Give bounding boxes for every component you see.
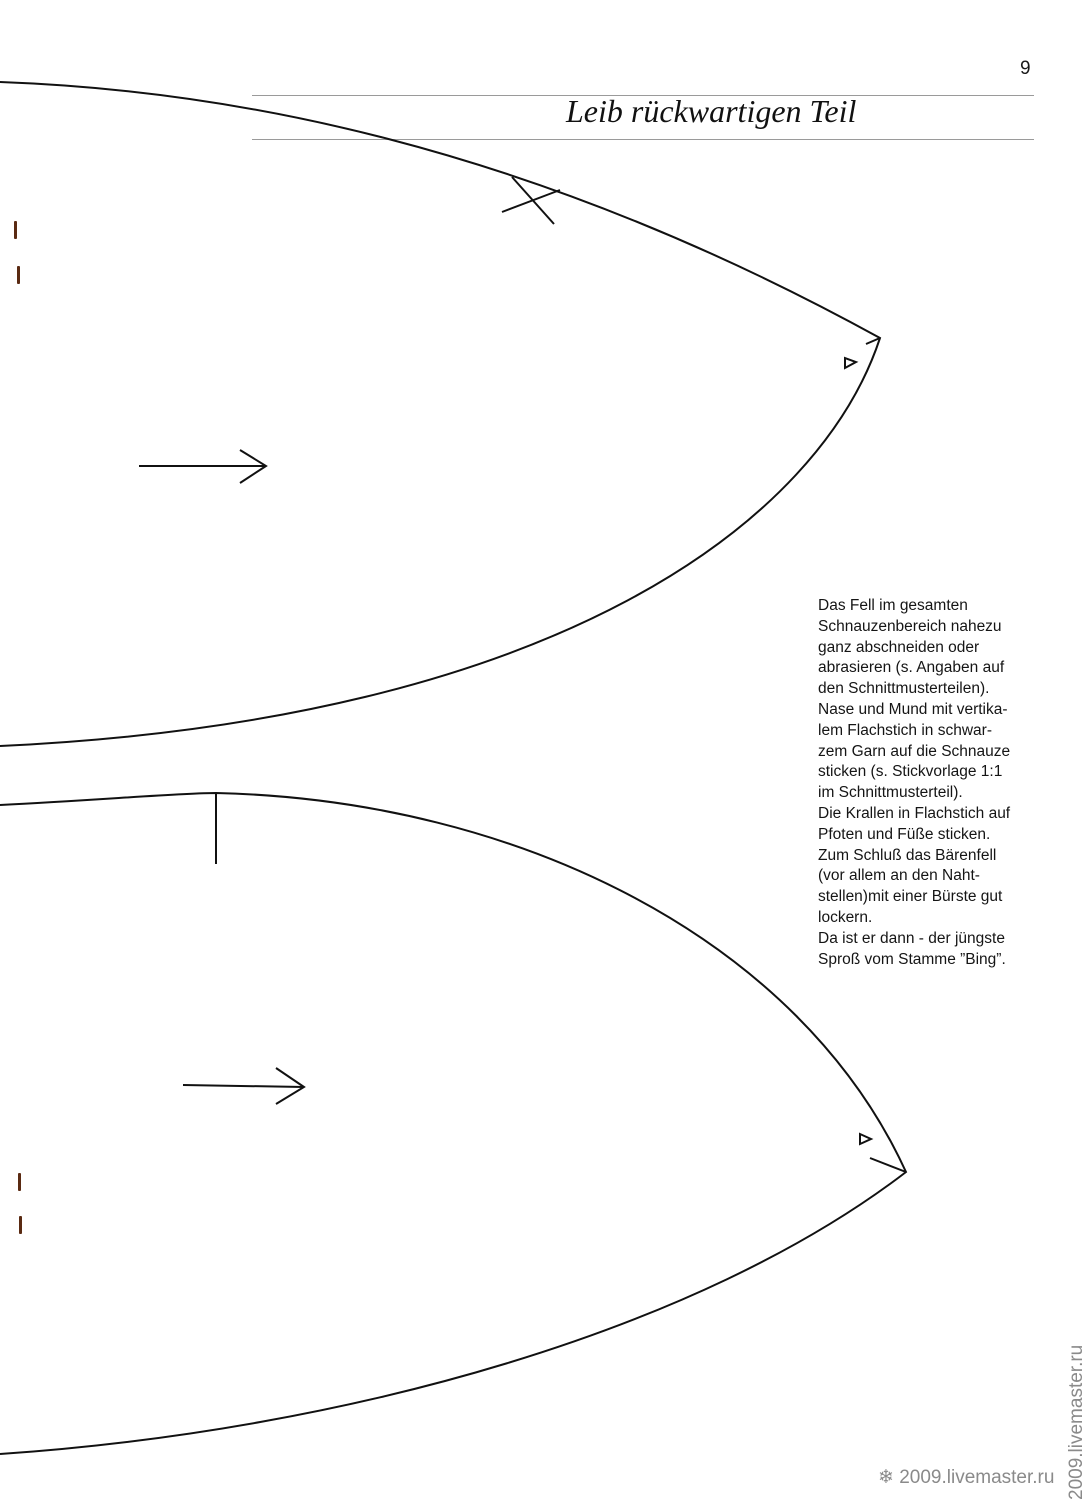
triangle-notch-icon [845, 358, 856, 368]
watermark [878, 1466, 1054, 1489]
staple-mark [18, 1173, 21, 1191]
staple-mark [17, 266, 20, 284]
staple-mark [19, 1216, 22, 1234]
upper-back-body-piece [0, 82, 880, 746]
grain-arrow-icon [183, 1068, 304, 1104]
snowflake-icon: ❄ [878, 1467, 894, 1488]
watermark-text: 2009.livemaster.ru [899, 1467, 1055, 1488]
grain-arrow-icon [139, 450, 266, 483]
instructions-text: Das Fell im gesamten Schnauzenbereich nahezu ganz abschneiden oder abrasieren (s. Angaben auf den Schnittmusterteilen). Nase und Mund mit vertika- lem Flachstich in schwar- zem Garn auf die Schnauze sticken (s. Stickvorlage 1:1 im Schnittmusterteil). Die Krallen in Flachstich auf Pfoten und Füße sticken. Zum Schluß das Bärenfell (vor allem an den Naht- stellen)mit einer Bürste gut lockern. Da ist er dann - der jüngste Sproß vom Stamme ”Bing”. [818, 597, 1011, 968]
triangle-notch-icon [860, 1134, 871, 1144]
lower-piece-outline [0, 793, 906, 1454]
staple-mark [14, 221, 17, 239]
page-number: 9 [1020, 58, 1031, 79]
page-title: Leib rückwartigen Teil [566, 93, 857, 129]
cross-mark [502, 177, 560, 224]
watermark-vertical: 2009.livemaster.ru [1066, 1344, 1087, 1500]
lower-back-body-piece [0, 793, 906, 1454]
upper-piece-outline [0, 82, 880, 746]
